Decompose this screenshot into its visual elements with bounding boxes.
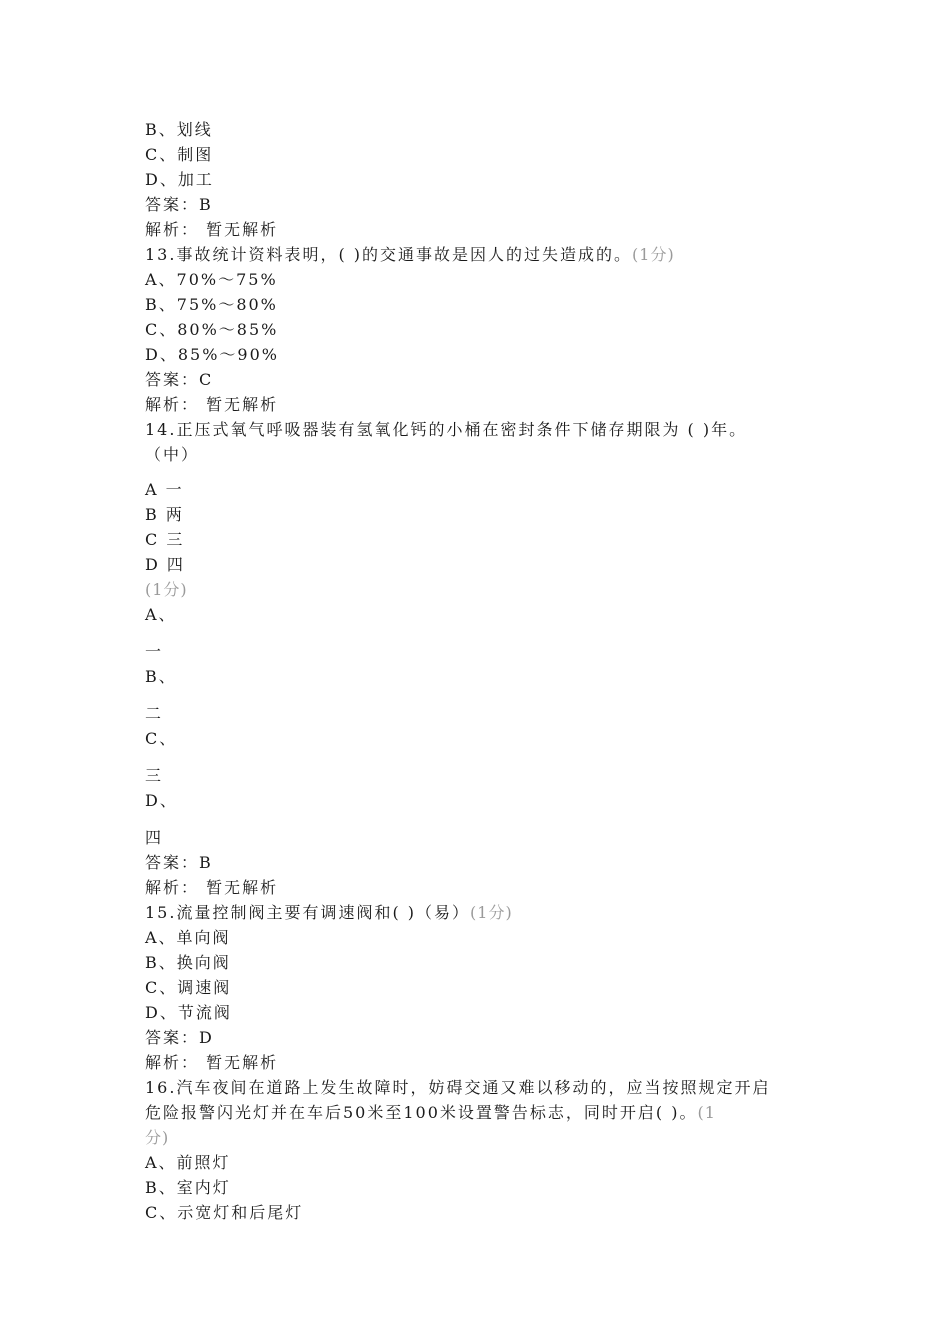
q12-option-d: D、加工 xyxy=(145,170,214,189)
q14-stem-line1: 14.正压式氧气呼吸器装有氢氧化钙的小桶在密封条件下储存期限为 ( )年。 xyxy=(145,420,748,439)
q14-list-b: B 两 xyxy=(145,505,184,524)
q16-option-a: A、前照灯 xyxy=(145,1153,231,1172)
q12-answer: 答案：B xyxy=(145,195,213,214)
q14-stem-line2: （中） xyxy=(145,445,200,464)
q15-option-d: D、节流阀 xyxy=(145,1003,232,1022)
q16-stem-line2 xyxy=(145,1100,815,1125)
q16-stem-line2-text: 危险报警闪光灯并在车后50米至100米设置警告标志，同时开启( )。 xyxy=(145,1103,698,1122)
q12-option-b: B、划线 xyxy=(145,120,213,139)
q16-score-part1: (1 xyxy=(697,1103,716,1122)
q15-stem-text: 15.流量控制阀主要有调速阀和( )（易） xyxy=(145,903,471,922)
q12-option-c: C、制图 xyxy=(145,145,214,164)
spacer xyxy=(145,467,815,477)
q14-option-a-label: A、 xyxy=(145,605,177,624)
q14-option-b-label: B、 xyxy=(145,667,177,686)
q16-option-c: C、示宽灯和后尾灯 xyxy=(145,1203,304,1222)
q14-option-a-text: 一 xyxy=(145,642,164,661)
q13-option-d: D、85%～90% xyxy=(145,345,279,364)
q15-option-c: C、调速阀 xyxy=(145,978,232,997)
q14-option-b-text: 二 xyxy=(145,704,164,723)
spacer xyxy=(145,689,815,701)
spacer xyxy=(145,813,815,825)
q13-analysis: 解析： 暂无解析 xyxy=(145,395,279,414)
q14-list-a: A 一 xyxy=(145,480,184,499)
q16-option-b: B、室内灯 xyxy=(145,1178,231,1197)
q13-answer: 答案：C xyxy=(145,370,214,389)
q13-option-c: C、80%～85% xyxy=(145,320,279,339)
q14-option-c-label: C、 xyxy=(145,729,178,748)
q15-option-a: A、单向阀 xyxy=(145,928,231,947)
q12-analysis: 解析： 暂无解析 xyxy=(145,220,279,239)
spacer xyxy=(145,751,815,763)
q13-option-b: B、75%～80% xyxy=(145,295,278,314)
q14-list-d: D 四 xyxy=(145,555,185,574)
q14-list-c: C 三 xyxy=(145,530,185,549)
q13-stem xyxy=(145,242,815,267)
q15-stem xyxy=(145,900,815,925)
q15-analysis: 解析： 暂无解析 xyxy=(145,1053,279,1072)
q13-stem-text: 13.事故统计资料表明，( )的交通事故是因人的过失造成的。 xyxy=(145,245,633,264)
q15-score: (1分) xyxy=(470,903,513,922)
q15-answer: 答案：D xyxy=(145,1028,214,1047)
q14-option-d-label: D、 xyxy=(145,791,178,810)
q13-score: (1分) xyxy=(632,245,675,264)
q13-option-a: A、70%～75% xyxy=(145,270,278,289)
q14-option-d-text: 四 xyxy=(145,828,164,847)
document-page xyxy=(145,117,815,1225)
spacer xyxy=(145,627,815,639)
q14-answer: 答案：B xyxy=(145,853,213,872)
q15-option-b: B、换向阀 xyxy=(145,953,231,972)
q14-option-c-text: 三 xyxy=(145,766,164,785)
q16-stem-line1: 16.汽车夜间在道路上发生故障时，妨碍交通又难以移动的，应当按照规定开启 xyxy=(145,1078,771,1097)
q14-analysis: 解析： 暂无解析 xyxy=(145,878,279,897)
q16-score-part2: 分) xyxy=(145,1128,170,1147)
q14-score: (1分) xyxy=(145,580,188,599)
